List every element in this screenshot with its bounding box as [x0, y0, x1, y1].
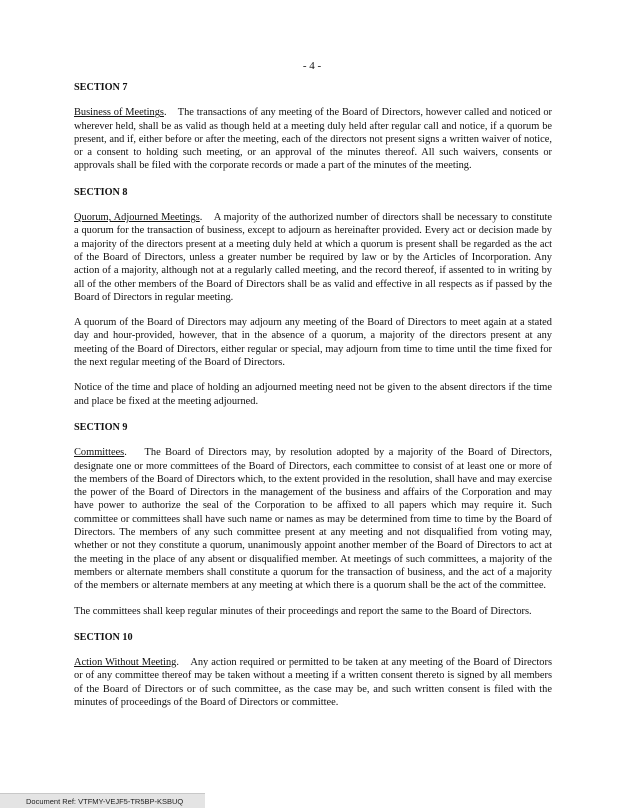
section-paragraph: A quorum of the Board of Directors may adjourn any meeting of the Board of Directors to meet again at a stated day and hour-provided, however, that in the absence of a quorum, a majority of the directors present at any meeting of the Board of Directors, either regular or special, may adjourn from time to time until the time fixed for the next regular meeting of the Board of Directors.	[74, 317, 552, 369]
section-paragraph: The committees shall keep regular minutes of their proceedings and report the same to the Board of Directors.	[74, 605, 532, 617]
document-ref-footer: Document Ref: VTFMY-VEJF5-TR5BP-KSBUQ	[0, 793, 205, 808]
section-heading: SECTION 8	[74, 186, 128, 198]
section-heading: SECTION 10	[74, 631, 133, 643]
section-10	[74, 631, 552, 709]
paragraph-text: The transactions of any meeting of the Board of Directors, however called and noticed or wherever held, shall be as valid as though held at a meeting duly held after regular call and notice, if a quorum be present, and if, either before or after the meeting, each of the directors not present signs a written waiver of notice, or a consent to holding such meeting, or an approval of the minutes thereof. All such waivers, consents or approvals shall be filed with the corporate records or made a part of the minutes of the meeting.	[74, 107, 552, 172]
section-paragraph: Committees. The Board of Directors may, by resolution adopted by a majority of the Board of Directors, designate one or more committees of the Board of Directors, each committee to consist of at least one or more of the members of the Board of Directors which, to the extent provided in the resolution, shall have and may exercise the power of the Board of Directors in the management of the business and affairs of the Corporation and may have power to authorize the seal of the Corporation to be affixed to all papers which may require it. Such committee or committees shall have such name or names as may be determined from time to time by the Board of Directors. The members of any such committee present at any meeting and not disqualified from voting may, whether or not they constitute a quorum, unanimously appoint another member of the Board of Directors to act at the meeting in the place of any absent or disqualified member. At meetings of such committees, a majority of the members or alternate members shall constitute a quorum for the transaction of business, and the act of a majority of the members or alternate members at any meeting at which there is a quorum shall be the act of the committee.	[74, 447, 552, 592]
section-8	[74, 186, 552, 408]
paragraph-text: The Board of Directors may, by resolution adopted by a majority of the Board of Directors, designate one or more committees of the Board of Directors, each committee to consist of at least one or more of the members of the Board of Directors which, to the extent provided in the resolution, shall have and may exercise the power of the Board of Directors in the management of the business and affairs of the Corporation and may have power to authorize the seal of the Corporation to be affixed to all papers which may require it. Such committee or committees shall have such name or names as may be determined from time to time by the Board of Directors. The members of any such committee present at any meeting and not disqualified from voting may, whether or not they constitute a quorum, unanimously appoint another member of the Board of Directors to act at the meeting in the place of any absent or disqualified member. At meetings of such committees, a majority of the members or alternate members shall constitute a quorum for the transaction of business, and the act of a majority of the members or alternate members at any meeting at which there is a quorum shall be the act of the committee.	[74, 447, 552, 592]
section-paragraph: Business of Meetings. The transactions of any meeting of the Board of Directors, however called and noticed or wherever held, shall be as valid as though held at a meeting duly held after regular call and notice, if a quorum be present, and if, either before or after the meeting, each of the directors not present signs a written waiver of notice, or a consent to holding such meeting, or an approval of the minutes thereof. All such waivers, consents or approvals shall be filed with the corporate records or made a part of the minutes of the meeting.	[74, 107, 552, 172]
paragraph-title: Quorum, Adjourned Meetings	[74, 212, 200, 224]
section-7	[74, 81, 552, 173]
section-paragraph: Quorum, Adjourned Meetings. A majority of the authorized number of directors shall be necessary to constitute a quorum for the transaction of business, except to adjourn as hereinafter provided. Every act or decision made by a majority of the directors present at a meeting duly held at which a quorum is present shall be regarded as the act of the Board of Directors, unless a greater number be required by law or by the Articles of Incorporation. Any action of a majority, although not at a regularly called meeting, and the record thereof, if assented to in writing by all of the other members of the Board of Directors shall be as valid and effective in all respects as if passed by the Board of Directors in regular meeting.	[74, 212, 552, 303]
paragraph-title: Business of Meetings	[74, 107, 164, 119]
section-heading: SECTION 7	[74, 82, 128, 93]
section-paragraph: Action Without Meeting. Any action required or permitted to be taken at any meeting of the Board of Directors or of any committee thereof may be taken without a meeting if a written consent thereto is signed by all members of the Board of Directors or of such committee, as the case may be, and such written consent is filed with the minutes of proceedings of the Board of Directors or committee.	[74, 657, 552, 708]
paragraph-text: Any action required or permitted to be taken at any meeting of the Board of Directors or of any committee thereof may be taken without a meeting if a written consent thereto is signed by all members of the Board of Directors or of such committee, as the case may be, and such written consent is filed with the minutes of proceedings of the Board of Directors or committee.	[74, 657, 552, 708]
paragraph-title: Action Without Meeting	[74, 657, 177, 669]
document-body	[74, 81, 552, 721]
paragraph-text: A majority of the authorized number of directors shall be necessary to constitute a quorum for the transaction of business, except to adjourn as hereinafter provided. Every act or decision made by a majority of the directors present at a meeting duly held at which a quorum is present shall be regarded as the act of the Board of Directors, unless a greater number be required by law or by the Articles of Incorporation. Any action of a majority, although not at a regularly called meeting, and the record thereof, if assented to in writing by all of the other members of the Board of Directors shall be as valid and effective in all respects as if passed by the Board of Directors in regular meeting.	[74, 212, 552, 303]
paragraph-title: Committees	[74, 447, 125, 459]
section-heading: SECTION 9	[74, 421, 128, 433]
section-paragraph: Notice of the time and place of holding an adjourned meeting need not be given to the absent directors if the time and place be fixed at the meeting adjourned.	[74, 382, 552, 407]
section-9	[74, 421, 552, 618]
page-number: - 4 -	[302, 60, 322, 72]
